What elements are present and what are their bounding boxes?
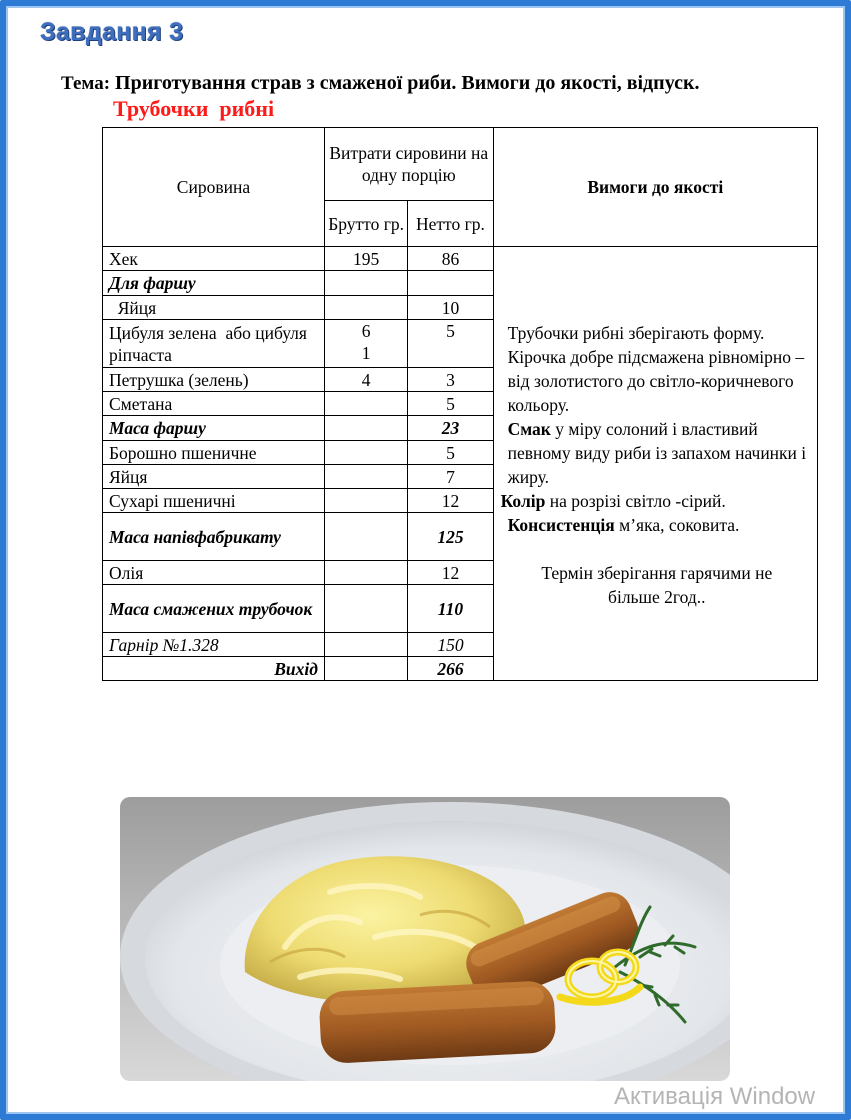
net-cell: 110 [408,585,493,633]
ingredient-cell: Хек [103,247,325,271]
ingredient-cell: Гарнір №1.328 [103,633,325,657]
ingredient-cell: Цибуля зелена або цибуля ріпчаста [103,320,325,368]
color-label: Колір [500,491,546,511]
consistency-text: м’яка, соковита. [614,515,740,535]
topic-label: Тема: [61,73,111,94]
net-cell: 12 [408,561,493,585]
gross-cell [324,441,407,465]
recipe-table [102,127,818,681]
net-cell: 12 [408,489,493,513]
ingredient-cell: Сметана [103,392,325,416]
net-cell: 150 [408,633,493,657]
requirements-taste [501,417,813,489]
ingredient-cell: Петрушка (зелень) [103,368,325,392]
taste-text: у міру солоний і властивий певному виду риби із запахом начинки і жиру. [507,419,807,487]
gross-cell: 6 1 [324,320,407,368]
net-cell: 86 [408,247,493,271]
ingredient-cell: Вихід [103,657,325,681]
net-cell [408,271,493,296]
gross-cell [324,489,407,513]
gross-cell [324,561,407,585]
header-consumption: Витрати сировини на одну порцію [324,128,493,201]
gross-cell [324,513,407,561]
gross-cell [324,585,407,633]
gross-cell [324,392,407,416]
ingredient-cell: Маса напівфабрикату [103,513,325,561]
net-cell: 125 [408,513,493,561]
spacer [501,537,813,561]
net-cell: 266 [408,657,493,681]
gross-cell [324,633,407,657]
requirements-appearance: Трубочки рибні зберігають форму. Кірочка добре підсмажена рівномірно –від золотистого до світло-коричневого кольору. [507,323,805,415]
consistency-label: Консистенція [507,515,615,535]
color-text: на розрізі світло -сірий. [545,491,726,511]
net-cell: 7 [408,465,493,489]
ingredient-cell: Борошно пшеничне [103,441,325,465]
assignment-heading: Завдання 3 [40,18,184,46]
gross-cell [324,465,407,489]
header-row [103,128,818,201]
gross-cell [324,657,407,681]
gross-cell [324,416,407,441]
header-ingredient: Сировина [103,128,325,247]
quality-requirements-cell [493,247,817,681]
requirements-storage: Термін зберігання гарячими не більше 2год.. [541,563,773,607]
gross-cell [324,296,407,320]
table-row [103,247,818,271]
ingredient-cell: Маса фаршу [103,416,325,441]
topic-line [61,72,699,95]
header-net: Нетто гр. [408,201,493,247]
activation-watermark: Активація Window [614,1083,816,1110]
taste-label: Смак [507,419,551,439]
ingredient-cell: Яйця [103,465,325,489]
header-requirements: Вимоги до якості [493,128,817,247]
ingredient-cell: Маса смажених трубочок [103,585,325,633]
dish-title: Трубочки рибні [113,96,275,121]
requirements-consistency [501,513,813,537]
net-cell: 5 [408,392,493,416]
header-gross: Брутто гр. [324,201,407,247]
net-cell: 3 [408,368,493,392]
topic-text: Приготування страв з смаженої риби. Вимоги до якості, відпуск. [110,72,700,94]
ingredient-cell: Яйця [103,296,325,320]
net-cell: 5 [408,320,493,368]
net-cell: 10 [408,296,493,320]
requirements-color [501,489,813,513]
gross-cell: 4 [324,368,407,392]
net-cell: 5 [408,441,493,465]
ingredient-cell: Сухарі пшеничні [103,489,325,513]
gross-cell: 195 [324,247,407,271]
net-cell: 23 [408,416,493,441]
dish-photo [120,797,730,1081]
ingredient-cell: Для фаршу [103,271,325,296]
ingredient-cell: Олія [103,561,325,585]
gross-cell [324,271,407,296]
